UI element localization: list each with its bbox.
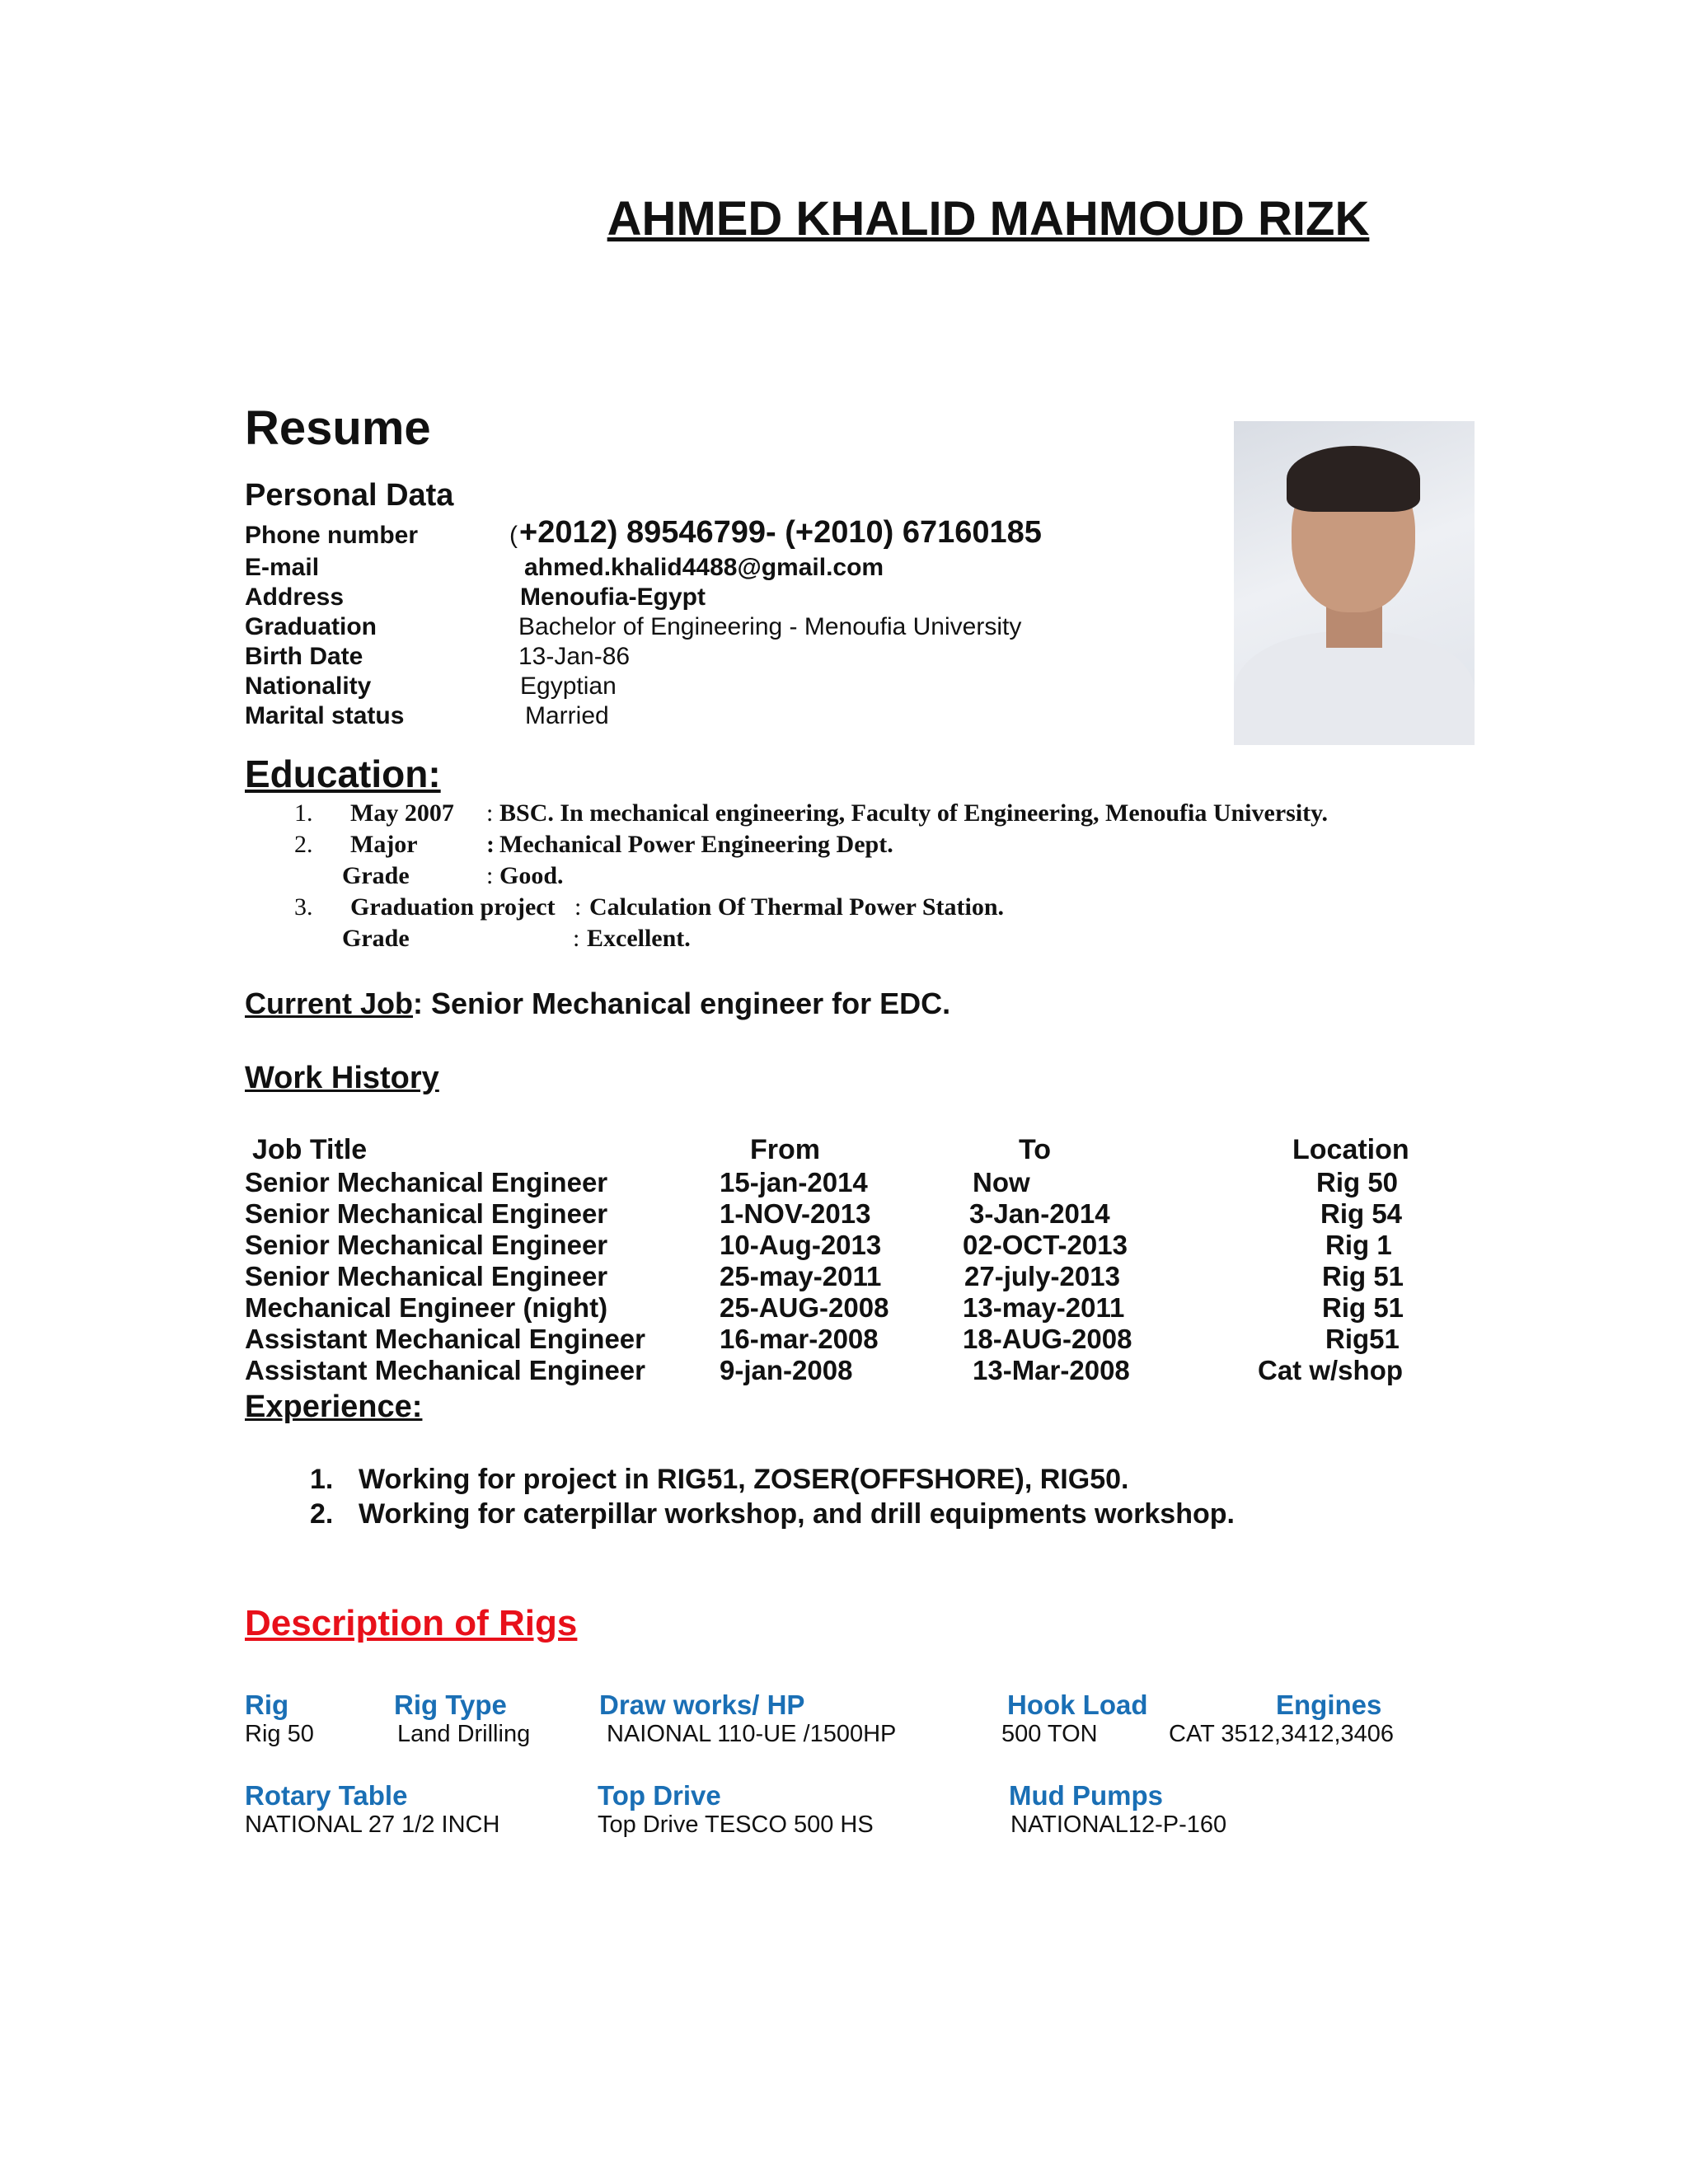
job-title-cell: Senior Mechanical Engineer: [245, 1167, 608, 1197]
rotary-table-value: NATIONAL 27 1/2 INCH: [245, 1811, 500, 1838]
marital-status-value: Married: [525, 702, 609, 729]
edu-item-label: May 2007: [350, 799, 454, 827]
to-cell: 3-Jan-2014: [969, 1198, 1110, 1229]
edu-item-value: BSC. In mechanical engineering, Faculty of Engineering, Menoufia University.: [499, 799, 1328, 827]
column-header-from: From: [750, 1134, 820, 1165]
current-job-value: : Senior Mechanical engineer for EDC.: [413, 987, 951, 1020]
experience-item: Working for caterpillar workshop, and drill equipments workshop.: [359, 1498, 1235, 1530]
edu-item-sep: :: [574, 893, 582, 921]
top-drive-header: Top Drive: [598, 1780, 721, 1811]
job-title-cell: Mechanical Engineer (night): [245, 1292, 608, 1323]
from-cell: 15-jan-2014: [720, 1167, 868, 1197]
graduation-label: Graduation: [245, 613, 377, 640]
personal-data-heading: Personal Data: [245, 478, 454, 513]
email-value: ahmed.khalid4488@gmail.com: [524, 554, 884, 581]
draw-works-value: NAIONAL 110-UE /1500HP: [607, 1721, 897, 1747]
rotary-table-header: Rotary Table: [245, 1780, 408, 1811]
rigs-heading: Description of Rigs: [245, 1603, 578, 1643]
edu-item-label: Grade: [342, 862, 410, 889]
nationality-value: Egyptian: [520, 673, 617, 700]
email-label: E-mail: [245, 554, 320, 581]
current-job-label: Current Job: [245, 987, 414, 1020]
experience-item-number: 2.: [310, 1498, 334, 1530]
job-title-cell: Senior Mechanical Engineer: [245, 1198, 608, 1229]
top-drive-value: Top Drive TESCO 500 HS: [598, 1811, 874, 1838]
nationality-label: Nationality: [245, 673, 372, 700]
from-cell: 25-may-2011: [720, 1261, 882, 1291]
location-cell: Rig 1: [1325, 1230, 1392, 1260]
edu-item-sep: :: [486, 799, 494, 827]
to-cell: 13-Mar-2008: [973, 1355, 1130, 1385]
job-title-cell: Assistant Mechanical Engineer: [245, 1324, 645, 1354]
birth-date-value: 13-Jan-86: [518, 643, 631, 670]
location-cell: Cat w/shop: [1258, 1355, 1404, 1385]
rig-value: Rig 50: [245, 1721, 314, 1747]
experience-item: Working for project in RIG51, ZOSER(OFFSHORE), RIG50.: [359, 1464, 1129, 1495]
rig-header: Rig: [245, 1690, 289, 1720]
mud-pumps-header: Mud Pumps: [1009, 1780, 1163, 1811]
engines-value: CAT 3512,3412,3406: [1169, 1721, 1395, 1747]
resume-heading: Resume: [245, 401, 431, 455]
edu-item-value: Mechanical Power Engineering Dept.: [499, 831, 893, 858]
current-job: [245, 987, 950, 1021]
edu-item-label: Major: [350, 831, 418, 858]
edu-item-sep: :: [573, 925, 580, 952]
experience-heading: Experience:: [245, 1390, 423, 1424]
edu-item-value: Excellent.: [587, 925, 691, 952]
location-cell: Rig 51: [1322, 1292, 1404, 1323]
from-cell: 9-jan-2008: [720, 1355, 853, 1385]
phone-label: Phone number: [245, 522, 419, 549]
edu-item-sep: :: [486, 862, 494, 889]
phone-value: +2012) 89546799- (+2010) 67160185: [519, 515, 1042, 550]
to-cell: 18-AUG-2008: [963, 1324, 1132, 1354]
job-title-cell: Senior Mechanical Engineer: [245, 1261, 608, 1291]
page-title: AHMED KHALID MAHMOUD RIZK: [607, 192, 1370, 246]
location-cell: Rig 50: [1316, 1167, 1399, 1197]
work-history-heading: Work History: [245, 1061, 439, 1095]
location-cell: Rig 54: [1320, 1198, 1403, 1229]
graduation-value: Bachelor of Engineering - Menoufia University: [518, 613, 1022, 640]
column-header-job-title: Job Title: [252, 1134, 368, 1165]
from-cell: 10-Aug-2013: [720, 1230, 882, 1260]
edu-item-value: Good.: [499, 862, 564, 889]
hook-load-value: 500 TON: [1001, 1721, 1098, 1747]
to-cell: Now: [973, 1167, 1030, 1197]
from-cell: 25-AUG-2008: [720, 1292, 889, 1323]
location-cell: Rig 51: [1322, 1261, 1404, 1291]
rig-type-value: Land Drilling: [397, 1721, 531, 1747]
from-cell: 1-NOV-2013: [720, 1198, 871, 1229]
mud-pumps-value: NATIONAL12-P-160: [1010, 1811, 1227, 1838]
location-cell: Rig51: [1325, 1324, 1400, 1354]
edu-item-number: 2.: [294, 831, 313, 858]
job-title-cell: Senior Mechanical Engineer: [245, 1230, 608, 1260]
birth-date-label: Birth Date: [245, 643, 363, 670]
marital-status-label: Marital status: [245, 702, 405, 729]
phone-paren: (: [509, 522, 518, 549]
column-header-to: To: [1019, 1134, 1052, 1165]
rig-type-header: Rig Type: [394, 1690, 507, 1720]
edu-item-number: 3.: [294, 893, 313, 921]
address-label: Address: [245, 583, 345, 611]
profile-photo: [1234, 421, 1475, 745]
engines-header: Engines: [1276, 1690, 1382, 1720]
edu-item-number: 1.: [294, 799, 313, 827]
experience-item-number: 1.: [310, 1464, 334, 1495]
to-cell: 27-july-2013: [964, 1261, 1120, 1291]
job-title-cell: Assistant Mechanical Engineer: [245, 1355, 645, 1385]
draw-works-header: Draw works/ HP: [599, 1690, 805, 1720]
education-heading: Education:: [245, 752, 441, 795]
edu-item-label: Graduation project: [350, 893, 556, 921]
edu-item-value: Calculation Of Thermal Power Station.: [589, 893, 1005, 921]
edu-item-label: Grade: [342, 925, 410, 952]
to-cell: 02-OCT-2013: [963, 1230, 1128, 1260]
to-cell: 13-may-2011: [963, 1292, 1125, 1323]
edu-item-sep: :: [486, 831, 495, 858]
hook-load-header: Hook Load: [1007, 1690, 1148, 1720]
from-cell: 16-mar-2008: [720, 1324, 879, 1354]
address-value: Menoufia-Egypt: [520, 583, 706, 611]
column-header-location: Location: [1292, 1134, 1409, 1165]
